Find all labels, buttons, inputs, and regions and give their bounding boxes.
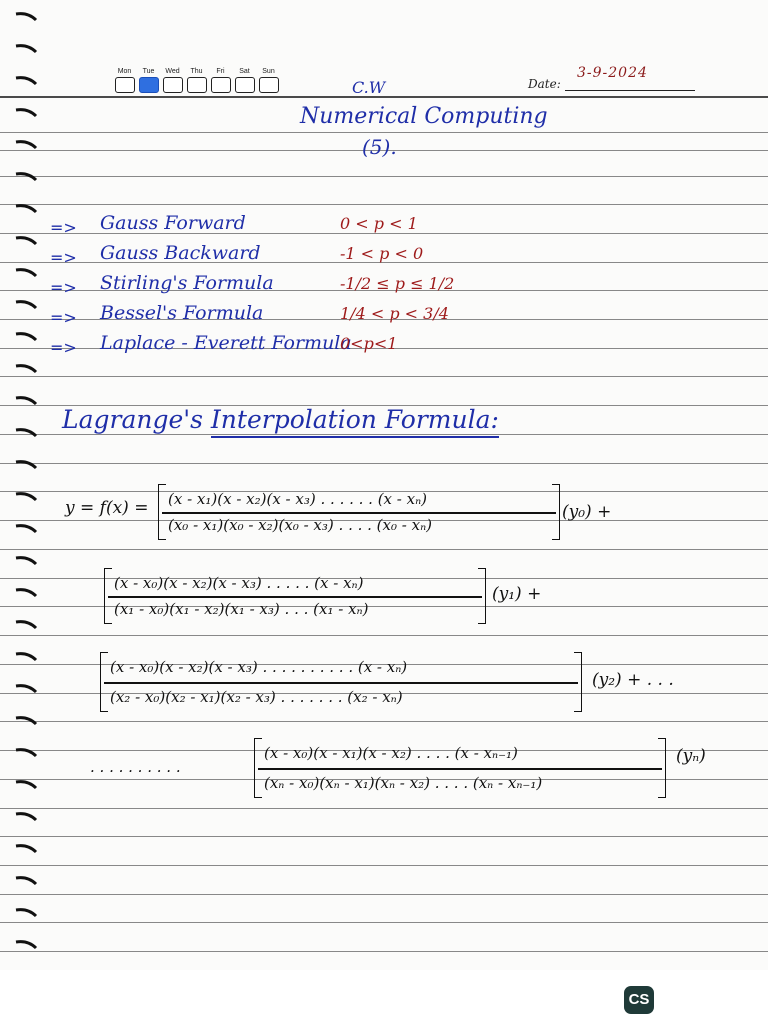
heading-prefix: Lagrange's [62,405,203,434]
spiral-binding-icon [14,10,40,26]
right-bracket [658,738,666,798]
weekday-checkbox[interactable] [259,77,279,93]
arrow-icon: => [50,308,77,327]
weekday-label: Wed [165,68,180,75]
spiral-binding-icon [14,874,40,890]
spiral-binding-icon [14,202,40,218]
method-range: -1 < p < 0 [340,244,424,263]
lagrange-term [254,738,666,800]
spiral-binding-icon [14,74,40,90]
fraction-bar [258,768,662,770]
spiral-binding-icon [14,170,40,186]
weekday-label: Fri [216,68,225,75]
weekday-checkbox[interactable] [187,77,207,93]
weekday-sun[interactable] [258,68,279,93]
lagrange-term [100,652,582,714]
term-denominator: (x₀ - x₁)(x₀ - x₂)(x₀ - x₃) . . . . (x₀ - xₙ) [168,516,432,534]
continuation-dots: . . . . . . . . . . [90,758,181,776]
fraction-bar [108,596,482,598]
weekday-fri[interactable] [210,68,231,93]
spiral-binding-icon [14,426,40,442]
weekday-checkbox[interactable] [235,77,255,93]
list-item [50,272,510,302]
spiral-binding-icon [14,842,40,858]
weekday-label: Sun [262,68,275,75]
spiral-binding-icon [14,938,40,954]
term-denominator: (x₁ - x₀)(x₁ - x₂)(x₁ - x₃) . . . (x₁ - xₙ) [114,600,369,618]
weekday-label: Thu [190,68,203,75]
weekday-selector [114,68,279,93]
fraction-bar [104,682,578,684]
right-bracket [478,568,486,624]
arrow-icon: => [50,248,77,267]
arrow-icon: => [50,278,77,297]
weekday-thu[interactable] [186,68,207,93]
spiral-binding-icon [14,298,40,314]
spiral-binding-icon [14,458,40,474]
page-title: Numerical Computing [300,104,548,129]
y-coefficient: (y₂) + . . . [592,670,674,690]
lagrange-term [104,568,486,626]
term-numerator: (x - x₁)(x - x₂)(x - x₃) . . . . . . (x - xₙ) [168,490,428,508]
spiral-binding-icon [14,266,40,282]
term-numerator: (x - x₀)(x - x₂)(x - x₃) . . . . . (x - xₙ) [114,574,364,592]
spiral-binding-icon [14,714,40,730]
ruled-line [0,951,768,952]
classwork-tag: C.W [352,78,386,97]
ruled-line [0,176,768,177]
weekday-checkbox-selected[interactable] [139,77,159,93]
weekday-wed[interactable] [162,68,183,93]
right-bracket [574,652,582,712]
method-range: 0<p<1 [340,334,398,353]
term-numerator: (x - x₀)(x - x₂)(x - x₃) . . . . . . . . . . (x - xₙ) [110,658,408,676]
right-bracket [552,484,560,540]
interpolation-methods-list [50,212,510,362]
spiral-binding-icon [14,618,40,634]
ruled-line [0,894,768,895]
spiral-binding-icon [14,42,40,58]
spiral-binding-icon [14,522,40,538]
date-underline [565,90,695,91]
weekday-label: Sat [239,68,250,75]
method-name: Stirling's Formula [100,272,274,294]
list-item [50,242,510,272]
term-denominator: (xₙ - x₀)(xₙ - x₁)(xₙ - x₂) . . . . (xₙ - xₙ₋₁) [264,774,543,792]
weekday-checkbox[interactable] [211,77,231,93]
date-label: Date: [528,77,561,91]
ruled-line [0,808,768,809]
spiral-binding-icon [14,362,40,378]
weekday-label: Mon [117,68,132,75]
method-name: Laplace - Everett Formula [100,332,352,354]
weekday-mon[interactable] [114,68,135,93]
y-coefficient: (y₀) + [562,502,612,522]
ruled-line [0,204,768,205]
page-subtitle: (5). [362,135,397,159]
camscanner-logo: CS [624,986,654,1014]
method-range: 1/4 < p < 3/4 [340,304,449,323]
ruled-line [0,721,768,722]
spiral-binding-icon [14,394,40,410]
spiral-binding-icon [14,234,40,250]
heading-underlined: Interpolation Formula: [211,405,499,438]
list-item [50,212,510,242]
spiral-binding-icon [14,554,40,570]
y-coefficient: (yₙ) [676,746,706,766]
list-item [50,332,510,362]
weekday-label: Tue [142,68,155,75]
spiral-binding-icon [14,746,40,762]
spiral-binding-icon [14,650,40,666]
spiral-binding-icon [14,138,40,154]
weekday-sat[interactable] [234,68,255,93]
section-heading [62,405,499,434]
list-item [50,302,510,332]
lagrange-term [158,484,560,542]
spiral-binding-icon [14,490,40,506]
date-value: 3-9-2024 [577,65,648,81]
ruled-line [0,132,768,133]
spiral-binding-icon [14,106,40,122]
ruled-line [0,635,768,636]
spiral-binding-icon [14,330,40,346]
weekday-tue[interactable] [138,68,159,93]
ruled-line [0,836,768,837]
ruled-line [0,922,768,923]
ruled-line [0,865,768,866]
weekday-checkbox[interactable] [163,77,183,93]
fraction-bar [162,512,556,514]
term-denominator: (x₂ - x₀)(x₂ - x₁)(x₂ - x₃) . . . . . . . (x₂ - xₙ) [110,688,403,706]
ruled-line [0,376,768,377]
method-range: 0 < p < 1 [340,214,418,233]
term-numerator: (x - x₀)(x - x₁)(x - x₂) . . . . (x - xₙ₋₁) [264,744,518,762]
method-name: Bessel's Formula [100,302,264,324]
spiral-binding-icon [14,906,40,922]
y-coefficient: (y₁) + [492,584,542,604]
arrow-icon: => [50,338,77,357]
spiral-binding-icon [14,810,40,826]
spiral-binding-icon [14,586,40,602]
ruled-line [0,463,768,464]
weekday-checkbox[interactable] [115,77,135,93]
method-name: Gauss Forward [100,212,246,234]
arrow-icon: => [50,218,77,237]
ruled-line [0,549,768,550]
spiral-binding-icon [14,778,40,794]
method-range: -1/2 ≤ p ≤ 1/2 [340,274,455,293]
formula-lhs: y = f(x) = [65,498,149,518]
spiral-binding-icon [14,682,40,698]
method-name: Gauss Backward [100,242,261,264]
